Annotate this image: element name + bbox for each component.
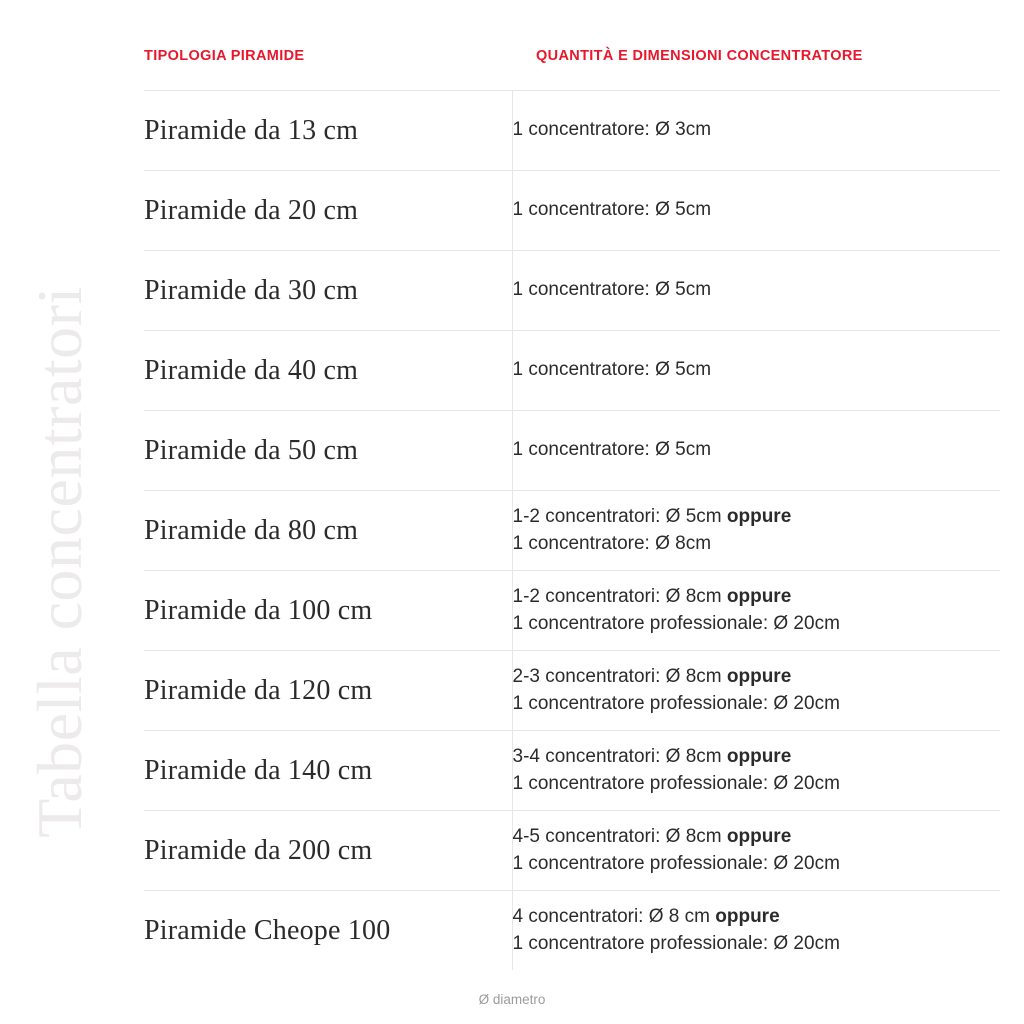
spec-line-primary: 3-4 concentratori: Ø 8cm: [512, 745, 727, 767]
table-row: [144, 731, 1000, 811]
pyramid-type-cell: Piramide da 30 cm: [144, 251, 512, 331]
spec-line-primary: 1 concentratore: Ø 3cm: [512, 119, 712, 141]
spec-line-secondary: 1 concentratore professionale: Ø 20cm: [512, 772, 840, 794]
concentrator-table-container: [144, 48, 1000, 970]
spec-line-primary: 1 concentratore: Ø 5cm: [512, 279, 712, 301]
pyramid-type-cell: Piramide da 13 cm: [144, 91, 512, 171]
concentrator-spec-cell: [512, 491, 1000, 571]
spec-line-primary: 1 concentratore: Ø 5cm: [512, 359, 712, 381]
concentrator-spec-cell: [512, 651, 1000, 731]
spec-line-secondary: 1 concentratore professionale: Ø 20cm: [512, 852, 840, 874]
concentrator-spec-cell: [512, 411, 1000, 491]
concentrator-spec-cell: [512, 171, 1000, 251]
pyramid-type-cell: Piramide da 140 cm: [144, 731, 512, 811]
table-row: [144, 171, 1000, 251]
table-row: [144, 91, 1000, 171]
spec-line-secondary: 1 concentratore professionale: Ø 20cm: [512, 612, 840, 634]
pyramid-type-cell: Piramide da 20 cm: [144, 171, 512, 251]
spec-line-primary: 4-5 concentratori: Ø 8cm: [512, 825, 727, 847]
pyramid-type-cell: Piramide da 100 cm: [144, 571, 512, 651]
pyramid-type-cell: Piramide da 80 cm: [144, 491, 512, 571]
table-row: [144, 251, 1000, 331]
table-row: [144, 891, 1000, 971]
spec-oppure-label: oppure: [726, 745, 792, 767]
vertical-watermark-title: [0, 0, 120, 1024]
concentrator-spec-cell: [512, 811, 1000, 891]
pyramid-type-cell: Piramide da 50 cm: [144, 411, 512, 491]
pyramid-type-cell: Piramide da 40 cm: [144, 331, 512, 411]
spec-line-primary: 1-2 concentratori: Ø 8cm: [512, 585, 727, 607]
table-row: [144, 491, 1000, 571]
spec-line-secondary: 1 concentratore professionale: Ø 20cm: [512, 692, 840, 714]
column-header-tipologia: TIPOLOGIA PIRAMIDE: [144, 48, 305, 64]
spec-line-secondary: 1 concentratore professionale: Ø 20cm: [512, 932, 840, 954]
table-row: [144, 571, 1000, 651]
table-row: [144, 331, 1000, 411]
concentrator-spec-cell: [512, 891, 1000, 971]
table-row: [144, 811, 1000, 891]
spec-line-primary: 1-2 concentratori: Ø 5cm: [512, 505, 727, 527]
concentrator-spec-cell: [512, 571, 1000, 651]
concentrator-spec-cell: [512, 91, 1000, 171]
table-row: [144, 651, 1000, 731]
spec-oppure-label: oppure: [726, 505, 792, 527]
spec-oppure-label: oppure: [715, 905, 780, 927]
spec-oppure-label: oppure: [726, 825, 792, 847]
table-row: [144, 411, 1000, 491]
pyramid-type-cell: Piramide Cheope 100: [144, 891, 512, 971]
table-head: [144, 48, 1000, 91]
concentrator-spec-cell: [512, 731, 1000, 811]
concentrator-spec-cell: [512, 331, 1000, 411]
spec-line-primary: 1 concentratore: Ø 5cm: [512, 439, 712, 461]
pyramid-type-cell: Piramide da 120 cm: [144, 651, 512, 731]
spec-line-primary: 2-3 concentratori: Ø 8cm: [512, 665, 727, 687]
spec-line-primary: 1 concentratore: Ø 5cm: [512, 199, 712, 221]
spec-oppure-label: oppure: [726, 665, 792, 687]
vertical-watermark-text: Tabella concentratori: [24, 286, 95, 838]
pyramid-type-cell: Piramide da 200 cm: [144, 811, 512, 891]
footnote: Ø diametro: [478, 992, 546, 1007]
concentrator-spec-cell: [512, 251, 1000, 331]
table-body: [144, 91, 1000, 971]
spec-line-primary: 4 concentratori: Ø 8 cm: [512, 905, 716, 927]
table-header-row: [144, 48, 1000, 91]
concentrator-table: [144, 48, 1000, 970]
spec-oppure-label: oppure: [726, 585, 792, 607]
column-header-quantita: QUANTITÀ E DIMENSIONI CONCENTRATORE: [536, 48, 863, 64]
spec-line-secondary: 1 concentratore: Ø 8cm: [512, 532, 712, 554]
